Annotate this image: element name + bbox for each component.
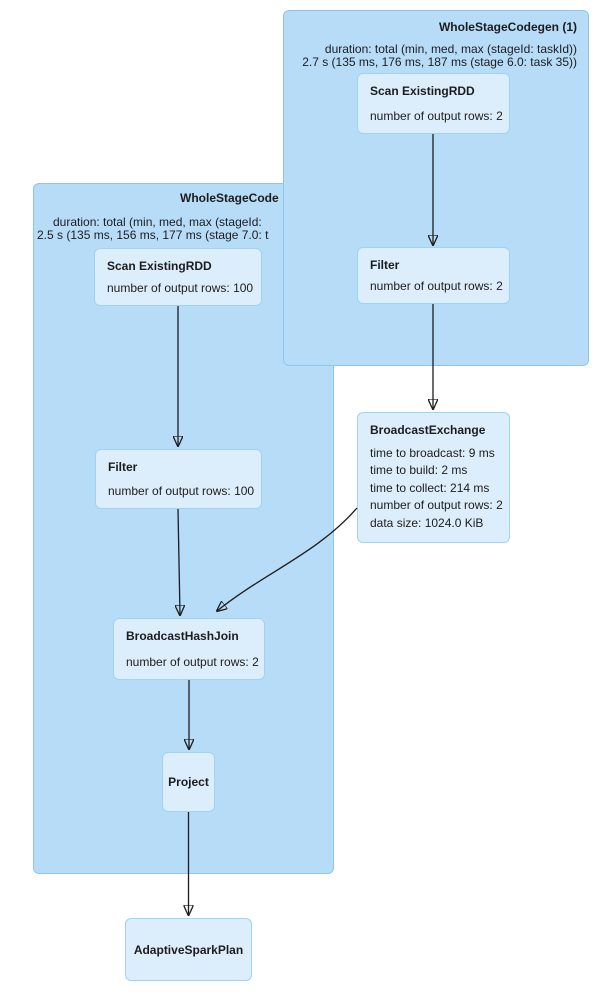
node-filter-1[interactable] [357,247,510,304]
node-metric-output-rows: number of output rows: 2 [370,279,503,293]
node-scan-existingrdd-1[interactable] [357,73,510,134]
node-metrics-list [370,445,505,532]
node-metric-output-rows: number of output rows: 100 [108,484,255,498]
node-title: Scan ExistingRDD [370,84,475,98]
cluster-duration-line1: duration: total (min, med, max (stageId: taskId)) [324,42,577,56]
node-title: BroadcastHashJoin [126,629,239,643]
cluster-wholestagecodegen-1 [283,10,589,366]
node-title: Filter [108,460,138,474]
node-title: BroadcastExchange [370,423,486,437]
node-title: Scan ExistingRDD [107,259,212,273]
node-project[interactable] [162,752,215,812]
node-title: AdaptiveSparkPlan [133,942,244,957]
cluster-duration-line2: 2.5 s (135 ms, 156 ms, 177 ms (stage 7.0: t [37,228,269,242]
node-broadcasthashjoin[interactable] [113,618,265,680]
metric-time-to-broadcast: time to broadcast: 9 ms [370,445,495,460]
metric-time-to-build: time to build: 2 ms [370,463,468,478]
cluster-title: WholeStageCodegen (1) [438,20,577,34]
node-title: Project [168,775,209,789]
cluster-duration-line2: 2.7 s (135 ms, 176 ms, 187 ms (stage 6.0: task 35)) [302,55,577,69]
cluster-duration-line1: duration: total (min, med, max (stageId: [53,215,262,229]
node-scan-existingrdd-2[interactable] [94,248,262,306]
cluster-title: WholeStageCode [180,191,279,205]
node-metric-output-rows: number of output rows: 2 [126,655,259,669]
node-metric-output-rows: number of output rows: 2 [370,109,503,123]
cluster-header [302,20,577,69]
node-metric-output-rows: number of output rows: 100 [107,281,254,295]
node-broadcastexchange[interactable] [357,412,510,543]
node-adaptivesparkplan[interactable] [125,918,252,981]
node-filter-2[interactable] [95,449,262,509]
metric-time-to-collect: time to collect: 214 ms [370,480,490,495]
node-title: Filter [370,258,400,272]
metric-data-size: data size: 1024.0 KiB [370,515,484,530]
metric-output-rows: number of output rows: 2 [370,498,503,513]
